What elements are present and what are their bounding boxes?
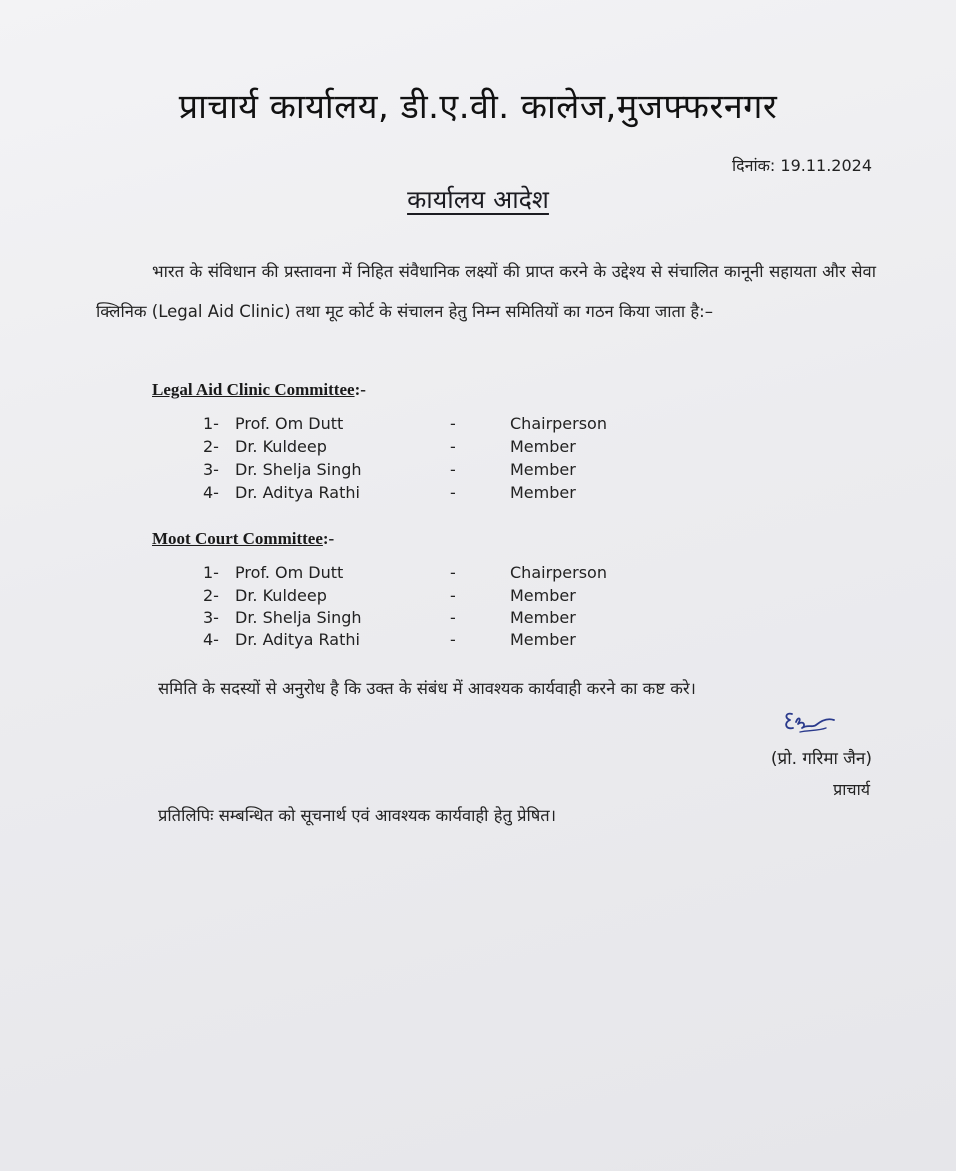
member-number: 3-	[203, 608, 219, 627]
committee-title-suffix: :-	[322, 529, 335, 548]
committee-title-text: Moot Court Committee	[152, 529, 323, 548]
member-row	[0, 563, 956, 586]
copy-to-line: प्रतिलिपिः सम्बन्धित को सूचनार्थ एवं आवश्यक कार्यवाही हेतु प्रेषित।	[158, 806, 556, 825]
member-dash: -	[450, 608, 456, 627]
member-name: Dr. Aditya Rathi	[235, 630, 360, 649]
committee-title-text: Legal Aid Clinic Committee	[152, 380, 355, 399]
member-number: 1-	[203, 563, 219, 582]
committee-title-moot-court	[152, 529, 334, 549]
member-role: Member	[510, 460, 576, 479]
member-name: Prof. Om Dutt	[235, 563, 344, 582]
date-value: 19.11.2024	[780, 156, 872, 175]
order-title	[0, 182, 956, 216]
member-row	[0, 437, 956, 460]
office-heading: प्राचार्य कार्यालय, डी.ए.वी. कालेज,मुजफ्फरनगर	[178, 87, 778, 127]
committee-title-legal-aid	[152, 380, 366, 400]
member-name: Dr. Shelja Singh	[235, 460, 362, 479]
request-text: समिति के सदस्यों से अनुरोध है कि उक्त के संबंध में आवश्यक कार्यवाही करने का कष्ट करे।	[158, 679, 696, 698]
date-line	[732, 154, 872, 176]
member-row	[0, 630, 956, 653]
member-number: 2-	[203, 437, 219, 456]
handwritten-signature	[778, 708, 838, 748]
member-role: Member	[510, 630, 576, 649]
intro-paragraph: भारत के संविधान की प्रस्तावना में निहित संवैधानिक लक्ष्यों की प्राप्त करने के उद्देश्य से संचालित कानूनी सहायता और सेवा क्लिनिक (Legal Aid Clinic) तथा मूट कोर्ट के संचालन हेतु निम्न समितियों का गठन किया जाता है:–	[96, 262, 876, 321]
committee-title-suffix: :-	[354, 380, 366, 399]
member-dash: -	[450, 630, 456, 649]
member-dash: -	[450, 460, 456, 479]
member-role: Chairperson	[510, 414, 607, 433]
member-role: Chairperson	[510, 563, 607, 582]
member-row	[0, 483, 956, 506]
member-dash: -	[450, 563, 456, 582]
member-role: Member	[510, 586, 576, 605]
member-row	[0, 586, 956, 609]
member-name: Prof. Om Dutt	[235, 414, 344, 433]
member-name: Dr. Kuldeep	[235, 586, 327, 605]
member-name: Dr. Shelja Singh	[235, 608, 362, 627]
member-dash: -	[450, 437, 456, 456]
member-role: Member	[510, 483, 576, 502]
member-row	[0, 460, 956, 483]
member-name: Dr. Kuldeep	[235, 437, 327, 456]
member-number: 1-	[203, 414, 219, 433]
member-row	[0, 608, 956, 631]
member-role: Member	[510, 437, 576, 456]
date-label: दिनांक:	[731, 156, 776, 175]
order-title-text: कार्यालय आदेश	[407, 185, 549, 214]
member-role: Member	[510, 608, 576, 627]
signatory-name: (प्रो. गरिमा जैन)	[770, 749, 872, 769]
member-dash: -	[450, 586, 456, 605]
signatory-designation: प्राचार्य	[833, 780, 870, 799]
member-name: Dr. Aditya Rathi	[235, 483, 360, 502]
member-number: 3-	[203, 460, 219, 479]
member-number: 4-	[203, 483, 219, 502]
member-dash: -	[450, 414, 456, 433]
member-row	[0, 414, 956, 437]
member-number: 2-	[203, 586, 219, 605]
member-dash: -	[450, 483, 456, 502]
member-number: 4-	[203, 630, 219, 649]
